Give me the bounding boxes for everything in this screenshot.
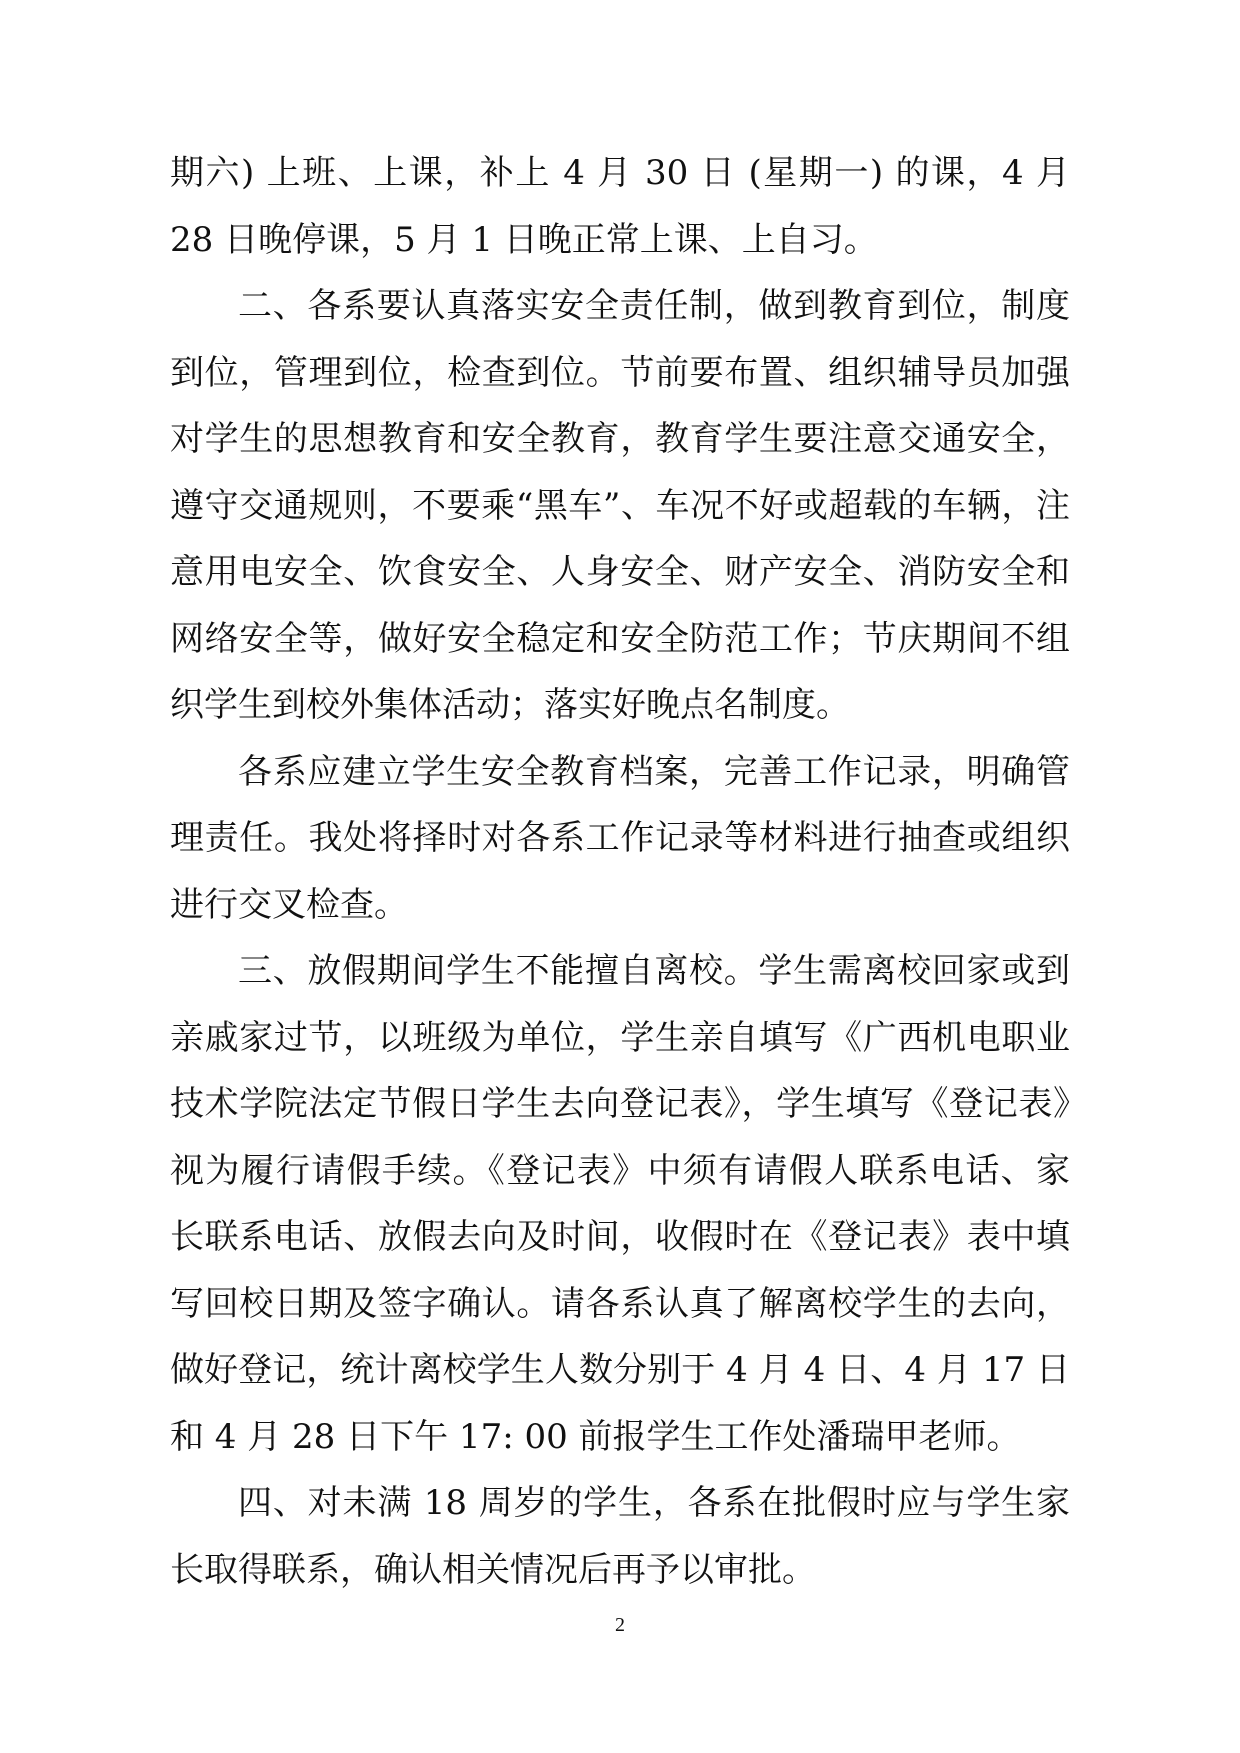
paragraph-continuation: 期六) 上班、上课，补上 4 月 30 日 (星期一) 的课，4 月 28 日晚停课，5 月 1 日晚正常上课、上自习。 bbox=[170, 153, 1070, 260]
paragraph-leave-registration: 三、放假期间学生不能擅自离校。学生需离校回家或到亲戚家过节，以班级为单位，学生亲自填写《广西机电职业技术学院法定节假日学生去向登记表》，学生填写《登记表》视为履行请假手续。《登记表》中须有请假人联系电话、家长联系电话、放假去向及时间，收假时在《登记表》表中填写回校日期及签字确认。请各系认真了解离校学生的去向，做好登记，统计离校学生人数分别于 4 月 4 日、4 月 17 日和 4 月 28 日下午 17: 00 前报学生工作处潘瑞甲老师。 bbox=[170, 951, 1070, 1457]
document-body bbox=[170, 140, 1070, 1603]
page-number: 2 bbox=[615, 1614, 625, 1636]
paragraph-minor-students: 四、对未满 18 周岁的学生，各系在批假时应与学生家长取得联系，确认相关情况后再予以审批。 bbox=[170, 1483, 1070, 1590]
paragraph-safety-records: 各系应建立学生安全教育档案，完善工作记录，明确管理责任。我处将择时对各系工作记录等材料进行抽查或组织进行交叉检查。 bbox=[170, 751, 1070, 925]
paragraph-safety-responsibility: 二、各系要认真落实安全责任制，做到教育到位，制度到位，管理到位，检查到位。节前要布置、组织辅导员加强对学生的思想教育和安全教育，教育学生要注意交通安全，遵守交通规则，不要乘“黑车”、车况不好或超载的车辆，注意用电安全、饮食安全、人身安全、财产安全、消防安全和网络安全等，做好安全稳定和安全防范工作；节庆期间不组织学生到校外集体活动；落实好晚点名制度。 bbox=[170, 286, 1070, 725]
